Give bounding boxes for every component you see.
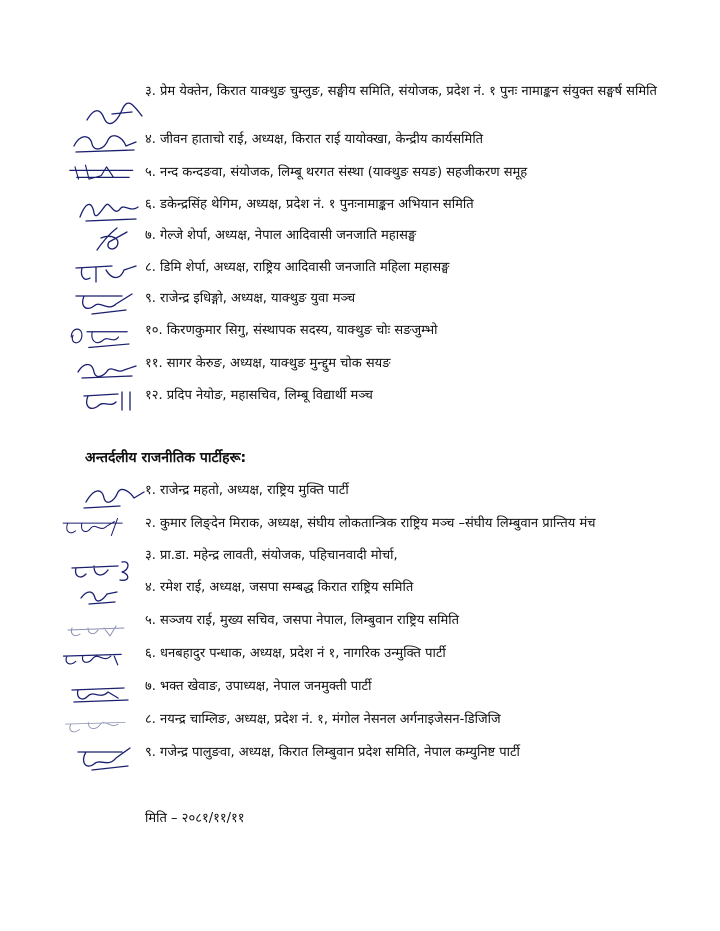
list-item: ८. डिमि शेर्पा, अध्यक्ष, राष्ट्रिय आदिवासी जनजाति महिला महासङ्घ [145, 260, 450, 275]
signature-image [82, 224, 152, 254]
signature-image [64, 614, 134, 644]
list-item: २. कुमार लिङ्देन मिराक, अध्यक्ष, संघीय लोकतान्त्रिक राष्ट्रिय मञ्च –संघीय लिम्बुवान प्रान्तिय मंच [145, 516, 596, 531]
signature-image [70, 128, 140, 158]
signature-image [78, 386, 148, 416]
list-item: ७. भक्त खेवाङ, उपाध्यक्ष, नेपाल जनमुक्ती पार्टी [145, 679, 372, 694]
list-item: ४. जीवन हाताचो राई, अध्यक्ष, किरात राई यायोक्खा, केन्द्रीय कार्यसमिति [145, 132, 484, 147]
list-item: ३. प्रा.डा. महेन्द्र लावती, संयोजक, पहिचानवादी मोर्चा, [145, 548, 398, 563]
list-item: ११. सागर केरुङ, अध्यक्ष, याक्थुङ मुन्द्दुम चोक सयङ [145, 356, 391, 371]
list-item: ६. डकेन्द्रसिंह थेगिम, अध्यक्ष, प्रदेश नं. १ पुनःनामाङ्कन अभियान समिति [145, 197, 474, 212]
signature-image [60, 512, 130, 542]
signature-image [68, 678, 138, 708]
list-item: ६. धनबहादुर पन्धाक, अध्यक्ष, प्रदेश नं १, नागरिक उन्मुक्ति पार्टी [145, 646, 446, 661]
list-item: ९. गजेन्द्र पालुङवा, अध्यक्ष, किरात लिम्बुवान प्रदेश समिति, नेपाल कम्युनिष्ट पार्टी [145, 745, 520, 760]
signature-image [74, 358, 144, 388]
list-item: ५. नन्द कन्दङवा, संयोजक, लिम्बू थरगत संस्था (याक्थुङ सयङ) सहजीकरण समूह [145, 165, 528, 180]
signature-image [80, 482, 150, 512]
signature-image [72, 258, 142, 288]
list-item: ५. सञ्जय राई, मुख्य सचिव, जसपा नेपाल, लिम्बुवान राष्ट्रिय समिति [145, 613, 460, 628]
signature-image [76, 195, 146, 225]
list-item: ३. प्रेम येक्तेन, किरात याक्थुङ चुम्लुङ, सङ्घीय समिति, संयोजक, प्रदेश नं. १ पुनः नामाङ्कन संयुक्त सङ्घर्ष समिति [145, 84, 657, 99]
list-item: ९. राजेन्द्र इधिङ्गो, अध्यक्ष, याक्थुङ युवा मञ्च [145, 291, 356, 306]
signature-image [62, 710, 132, 740]
section-heading: अन्तर्दलीय राजनीतिक पार्टीहरू: [85, 450, 247, 466]
document-date: मिति – २०८१/११/११ [145, 811, 245, 826]
signature-image [82, 100, 152, 130]
signature-image [72, 744, 142, 774]
list-item: १२. प्रदिप नेयोङ, महासचिव, लिम्बू विद्यार्थी मञ्च [145, 388, 373, 403]
signature-image [66, 322, 136, 352]
signature-image [70, 582, 140, 612]
signature-image [72, 288, 142, 318]
list-item: ४. रमेश राई, अध्यक्ष, जसपा सम्बद्ध किरात राष्ट्रिय समिति [145, 580, 414, 595]
signature-image [68, 158, 138, 188]
list-item: १०. किरणकुमार सिगु, संस्थापक सदस्य, याक्थुङ चोः सङजुम्भो [145, 323, 438, 338]
list-item: १. राजेन्द्र महतो, अध्यक्ष, राष्ट्रिय मुक्ति पार्टी [145, 483, 349, 498]
signature-image [60, 642, 130, 672]
list-item: ७. गेल्जे शेर्पा, अध्यक्ष, नेपाल आदिवासी जनजाति महासङ्घ [145, 228, 417, 243]
list-item: ८. नयन्द्र चाम्लिङ, अध्यक्ष, प्रदेश नं. १, मंगोल नेसनल अर्गनाइजेसन-डिजिजि [145, 712, 501, 727]
